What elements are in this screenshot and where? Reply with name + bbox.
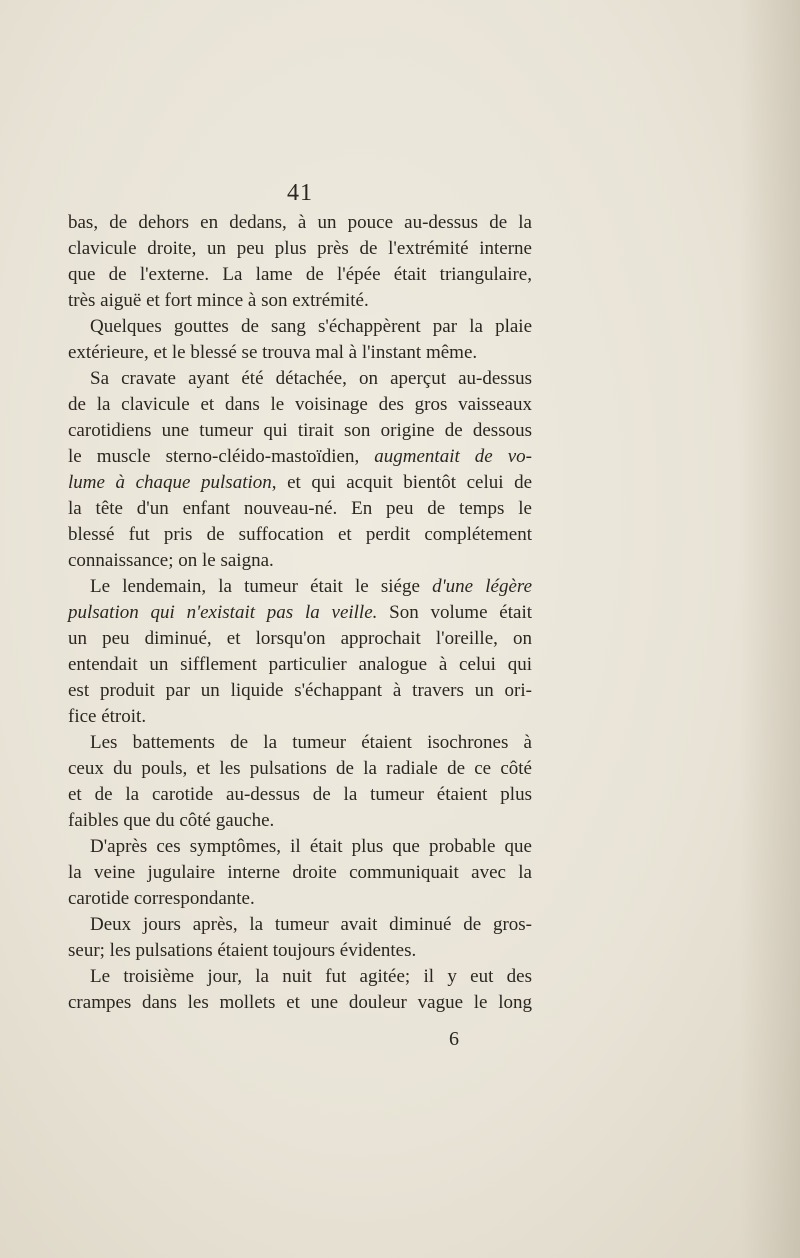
text-span: blessé fut pris de suffocation et perdit complétement: [68, 524, 532, 545]
text-line: [68, 964, 532, 990]
text-line: [68, 756, 532, 782]
text-span: faibles que du côté gauche.: [68, 810, 275, 831]
body-text: [68, 210, 532, 1016]
text-span: est produit par un liquide s'échappant à travers un ori-: [68, 680, 532, 701]
text-line: [68, 314, 532, 340]
text-span: Le lendemain, la tumeur était le siége: [90, 576, 420, 597]
text-span: D'après ces symptômes, il était plus que probable que: [90, 836, 532, 857]
text-span: que de l'externe. La lame de l'épée était triangulaire,: [68, 264, 532, 285]
text-span: la veine jugulaire interne droite communiquait avec la: [68, 862, 532, 883]
text-line: [68, 704, 532, 730]
text-line: [68, 990, 532, 1016]
text-line: [68, 236, 532, 262]
text-line: [68, 262, 532, 288]
text-span: fice étroit.: [68, 706, 147, 727]
text-line: [68, 730, 532, 756]
text-span: le muscle sterno-cléido-mastoïdien,: [68, 446, 360, 467]
text-span: entendait un sifflement particulier analogue à celui qui: [68, 654, 532, 675]
text-span: Le troisième jour, la nuit fut agitée; il y eut des: [90, 966, 532, 987]
text-span: de la clavicule et dans le voisinage des gros vaisseaux: [68, 394, 532, 415]
text-span: extérieure, et le blessé se trouva mal à l'instant même.: [68, 342, 478, 363]
text-span: carotidiens une tumeur qui tirait son origine de dessous: [68, 420, 532, 441]
text-line: [68, 548, 532, 574]
text-span: très aiguë et fort mince à son extrémité.: [68, 290, 369, 311]
text-line: [68, 288, 532, 314]
text-span: seur; les pulsations étaient toujours évidentes.: [68, 940, 417, 961]
text-line: [68, 600, 532, 626]
italic-span: lume à chaque pulsation: [68, 472, 272, 493]
text-line: [68, 860, 532, 886]
page-number: 41: [287, 180, 313, 206]
page-edge-shadow: [740, 0, 800, 1258]
signature-mark: 6: [449, 1028, 459, 1050]
text-span: , et qui acquit bientôt celui de: [271, 472, 533, 493]
text-line: [68, 418, 532, 444]
text-span: Quelques gouttes de sang s'échappèrent par la plaie: [90, 316, 532, 337]
italic-span: pulsation qui n'existait pas la veille.: [68, 602, 378, 623]
text-span: un peu diminué, et lorsqu'on approchait l'oreille, on: [68, 628, 532, 649]
text-span: et de la carotide au-dessus de la tumeur étaient plus: [68, 784, 532, 805]
text-line: [68, 210, 532, 236]
text-line: [68, 678, 532, 704]
text-line: [68, 652, 532, 678]
text-line: [68, 366, 532, 392]
text-line: [68, 496, 532, 522]
text-line: [68, 626, 532, 652]
text-span: Les battements de la tumeur étaient isochrones à: [90, 732, 532, 753]
text-span: Sa cravate ayant été détachée, on aperçut au-dessus: [90, 368, 532, 389]
text-line: [68, 574, 532, 600]
text-line: [68, 938, 532, 964]
text-span: carotide correspondante.: [68, 888, 255, 909]
text-line: [68, 912, 532, 938]
text-span: Son volume était: [377, 602, 532, 623]
text-span: bas, de dehors en dedans, à un pouce au-dessus de la: [68, 212, 532, 233]
text-span: clavicule droite, un peu plus près de l'extrémité interne: [68, 238, 532, 259]
text-line: [68, 808, 532, 834]
italic-span: d'une légère: [432, 576, 533, 597]
text-span: crampes dans les mollets et une douleur vague le long: [68, 992, 532, 1013]
text-line: [68, 834, 532, 860]
text-line: [68, 522, 532, 548]
text-line: [68, 886, 532, 912]
text-span: la tête d'un enfant nouveau-né. En peu de temps le: [68, 498, 532, 519]
italic-span: augmentait de vo-: [374, 446, 533, 467]
text-span: ceux du pouls, et les pulsations de la radiale de ce côté: [68, 758, 532, 779]
text-line: [68, 340, 532, 366]
text-line: [68, 444, 532, 470]
text-line: [68, 392, 532, 418]
text-line: [68, 470, 532, 496]
text-line: [68, 782, 532, 808]
text-span: connaissance; on le saigna.: [68, 550, 274, 571]
text-span: Deux jours après, la tumeur avait diminué de gros-: [90, 914, 532, 935]
